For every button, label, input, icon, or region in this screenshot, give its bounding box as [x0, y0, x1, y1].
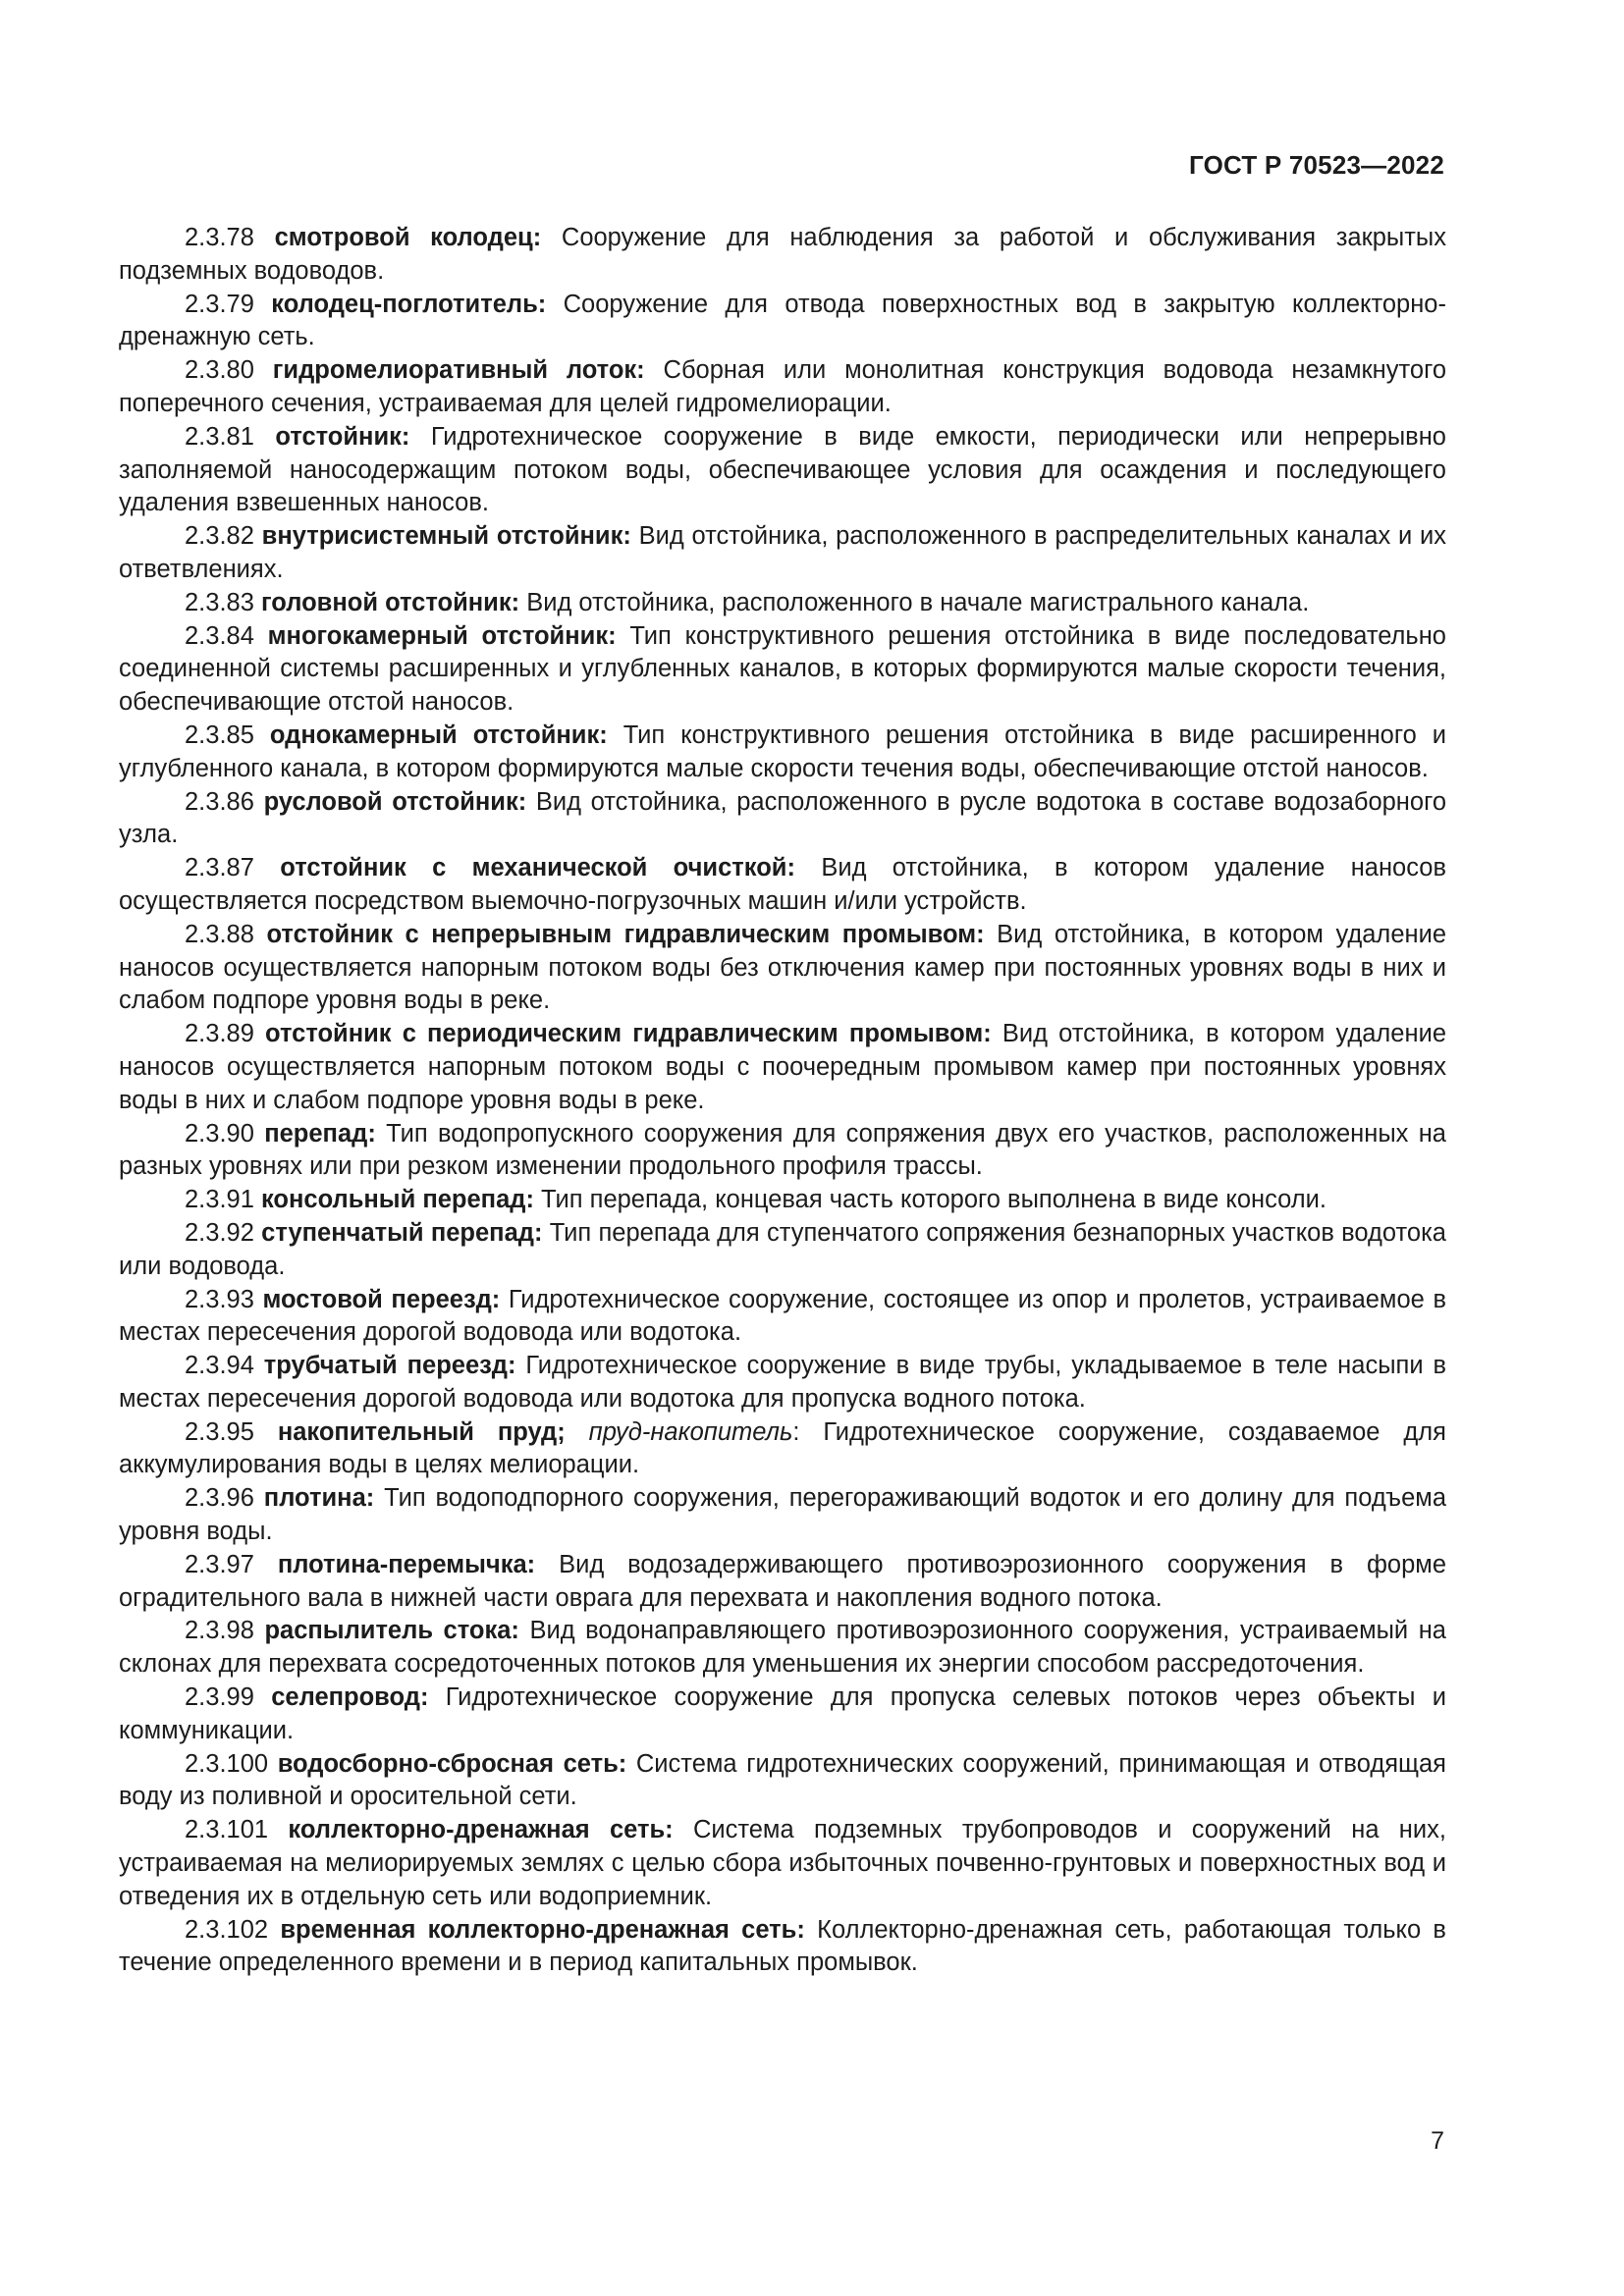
- term-entry: [119, 620, 1446, 720]
- term-entry: [119, 289, 1446, 355]
- term-entry: [119, 1615, 1446, 1682]
- term-definition: Тип перепада, концевая часть которого выполнена в виде консоли.: [541, 1186, 1326, 1214]
- entry-number: 2.3.85: [185, 721, 254, 749]
- term-entry: [119, 1814, 1446, 1913]
- terms-list: [119, 222, 1446, 1980]
- term-definition: Вид отстойника, в котором удаление наносов осуществляется напорным потоком воды без отключения камер при постоянных уровнях воды в них и слабом подпоре уровня воды в реке.: [119, 920, 1447, 1015]
- term-definition: Тип перепада для ступенчатого сопряжения безнапорных участков водотока или водовода.: [119, 1218, 1446, 1280]
- term-entry: [119, 354, 1446, 421]
- term-name: водосборно-сбросная сеть:: [277, 1749, 627, 1778]
- term-name: внутрисистемный отстойник:: [261, 522, 631, 551]
- term-name: головной отстойник:: [261, 588, 520, 616]
- term-name: перепад:: [264, 1119, 376, 1148]
- term-entry: [119, 587, 1446, 620]
- entry-number: 2.3.83: [185, 588, 254, 616]
- term-definition: Сборная или монолитная конструкция водовода незамкнутого поперечного сечения, устраиваемая для целей гидромелиорации.: [119, 356, 1446, 417]
- entry-number: 2.3.86: [185, 787, 254, 816]
- term-definition: Система гидротехнических сооружений, принимающая и отводящая воду из поливной и оросительной сети.: [119, 1749, 1446, 1811]
- term-name: русловой отстойник:: [263, 787, 527, 816]
- entry-number: 2.3.95: [185, 1417, 254, 1446]
- term-definition: Гидротехническое сооружение, состоящее из опор и пролетов, устраиваемое в местах пересечения дорогой водовода или водотока.: [119, 1285, 1446, 1347]
- term-name: плотина-перемычка:: [277, 1550, 536, 1578]
- entry-number: 2.3.84: [185, 621, 254, 650]
- term-name: селепровод:: [271, 1683, 429, 1712]
- term-entry: [119, 1284, 1446, 1351]
- entry-number: 2.3.101: [185, 1816, 269, 1844]
- entry-number: 2.3.78: [185, 224, 254, 251]
- entry-number: 2.3.96: [185, 1484, 254, 1513]
- term-definition: Сооружение для отвода поверхностных вод в закрытую коллекторно-дренажную сеть.: [119, 290, 1446, 351]
- term-name: многокамерный отстойник:: [267, 621, 617, 650]
- term-definition: Вид водонаправляющего противоэрозионного сооружения, устраиваемый на склонах для перехвата сосредоточенных потоков для уменьшения их энергии способом рассредоточения.: [119, 1617, 1446, 1679]
- entry-number: 2.3.100: [185, 1749, 269, 1778]
- term-definition: Гидротехническое сооружение для пропуска селевых потоков через объекты и коммуникации.: [119, 1683, 1447, 1744]
- term-definition: Гидротехническое сооружение в виде емкости, периодически или непрерывно заполняемой наносодержащим потоком воды, обеспечивающее условия для осаждения и последующего удаления взвешенных наносов.: [119, 422, 1446, 517]
- term-name: плотина:: [263, 1484, 375, 1513]
- term-entry: [119, 222, 1446, 289]
- term-definition: Вид отстойника, расположенного в начале магистрального канала.: [526, 588, 1310, 616]
- term-name: отстойник с механической очисткой:: [280, 854, 795, 882]
- term-name: гидромелиоративный лоток:: [272, 356, 645, 385]
- entry-number: 2.3.93: [185, 1285, 254, 1313]
- term-entry: [119, 1018, 1446, 1117]
- entry-number: 2.3.94: [185, 1352, 254, 1380]
- term-definition: Гидротехническое сооружение в виде трубы, укладываемое в теле насыпи в местах пересечения дорогой водовода или водотока для пропуска водного потока.: [119, 1352, 1446, 1413]
- entry-number: 2.3.79: [185, 290, 254, 318]
- term-definition: Вид водозадерживающего противоэрозионного сооружения в форме оградительного вала в нижней части оврага для перехвата и накопления водного потока.: [119, 1550, 1446, 1612]
- term-entry: [119, 1549, 1446, 1616]
- term-name: отстойник:: [275, 422, 410, 451]
- term-entry: [119, 520, 1446, 587]
- term-definition: Вид отстойника, расположенного в русле водотока в составе водозаборного узла.: [119, 787, 1446, 849]
- term-definition: Тип конструктивного решения отстойника в виде расширенного и углубленного канала, в котором формируются малые скорости течения воды, обеспечивающие отстой наносов.: [119, 721, 1446, 782]
- term-definition: Тип водоподпорного сооружения, перегораживающий водоток и его долину для подъема уровня воды.: [119, 1484, 1447, 1546]
- term-name: консольный перепад:: [261, 1186, 534, 1214]
- term-name: колодец-поглотитель:: [271, 290, 547, 318]
- entry-number: 2.3.99: [185, 1683, 254, 1712]
- term-definition: : Гидротехническое сооружение, создаваемое для аккумулирования воды в целях мелиорации.: [119, 1417, 1446, 1479]
- term-entry: [119, 421, 1446, 520]
- term-name: смотровой колодец:: [274, 224, 542, 251]
- entry-number: 2.3.102: [185, 1915, 269, 1944]
- entry-number: 2.3.87: [185, 854, 254, 882]
- entry-number: 2.3.80: [185, 356, 254, 385]
- page-number: 7: [1431, 2127, 1444, 2155]
- term-definition: Вид отстойника, в котором удаление наносов осуществляется посредством выемочно-погрузочных машин и/или устройств.: [119, 854, 1446, 915]
- term-entry: [119, 1118, 1446, 1185]
- term-entry: [119, 1217, 1446, 1284]
- entry-number: 2.3.90: [185, 1119, 254, 1148]
- term-definition: Вид отстойника, в котором удаление наносов осуществляется напорным потоком воды с поочередным промывом камер при постоянных уровнях воды в них и слабом подпоре уровня воды в реке.: [119, 1020, 1446, 1114]
- entry-number: 2.3.89: [185, 1020, 254, 1048]
- term-name: мостовой переезд:: [262, 1285, 501, 1313]
- term-entry: [119, 919, 1446, 1018]
- term-entry: [119, 1184, 1446, 1217]
- term-definition: Коллекторно-дренажная сеть, работающая только в течение определенного времени и в период капитальных промывок.: [119, 1915, 1446, 1977]
- term-name: отстойник с непрерывным гидравлическим промывом:: [266, 920, 985, 948]
- term-name: распылитель стока:: [264, 1617, 519, 1645]
- entry-number: 2.3.98: [185, 1617, 254, 1645]
- entry-number: 2.3.81: [185, 422, 254, 451]
- term-definition: Сооружение для наблюдения за работой и обслуживания закрытых подземных водоводов.: [119, 224, 1447, 285]
- term-name: коллекторно-дренажная сеть:: [288, 1816, 674, 1844]
- term-entry: [119, 786, 1446, 853]
- entry-number: 2.3.92: [185, 1218, 254, 1247]
- term-name: отстойник с периодическим гидравлическим промывом:: [265, 1020, 992, 1048]
- entry-number: 2.3.91: [185, 1186, 254, 1214]
- term-definition: Вид отстойника, расположенного в распределительных каналах и их ответвлениях.: [119, 522, 1446, 583]
- entry-number: 2.3.97: [185, 1550, 254, 1578]
- term-entry: [119, 852, 1446, 919]
- entry-number: 2.3.88: [185, 920, 254, 948]
- term-synonym: пруд-накопитель: [588, 1417, 793, 1446]
- term-entry: [119, 1682, 1446, 1748]
- term-entry: [119, 1350, 1446, 1416]
- document-code: ГОСТ Р 70523—2022: [1189, 150, 1444, 180]
- term-definition: Тип конструктивного решения отстойника в виде последовательно соединенной системы расширенных и углубленных каналов, в которых формируются малые скорости течения, обеспечивающие отстой наносов.: [119, 621, 1446, 717]
- term-entry: [119, 720, 1446, 786]
- term-definition: Тип водопропускного сооружения для сопряжения двух его участков, расположенных на разных уровнях или при резком изменении продольного профиля трассы.: [119, 1119, 1446, 1181]
- term-name: однокамерный отстойник:: [269, 721, 608, 749]
- term-name: временная коллекторно-дренажная сеть:: [280, 1915, 805, 1944]
- term-name: ступенчатый перепад:: [261, 1218, 543, 1247]
- term-name: трубчатый переезд:: [263, 1352, 516, 1380]
- entry-number: 2.3.82: [185, 522, 254, 551]
- term-entry: [119, 1914, 1446, 1981]
- term-name: накопительный пруд;: [277, 1417, 566, 1446]
- term-definition: Система подземных трубопроводов и сооружений на них, устраиваемая на мелиорируемых землях с целью сбора избыточных почвенно-грунтовых и поверхностных вод и отведения их в отдельную сеть или водоприемник.: [119, 1816, 1446, 1910]
- term-entry: [119, 1416, 1446, 1483]
- term-entry: [119, 1482, 1446, 1549]
- term-entry: [119, 1748, 1446, 1815]
